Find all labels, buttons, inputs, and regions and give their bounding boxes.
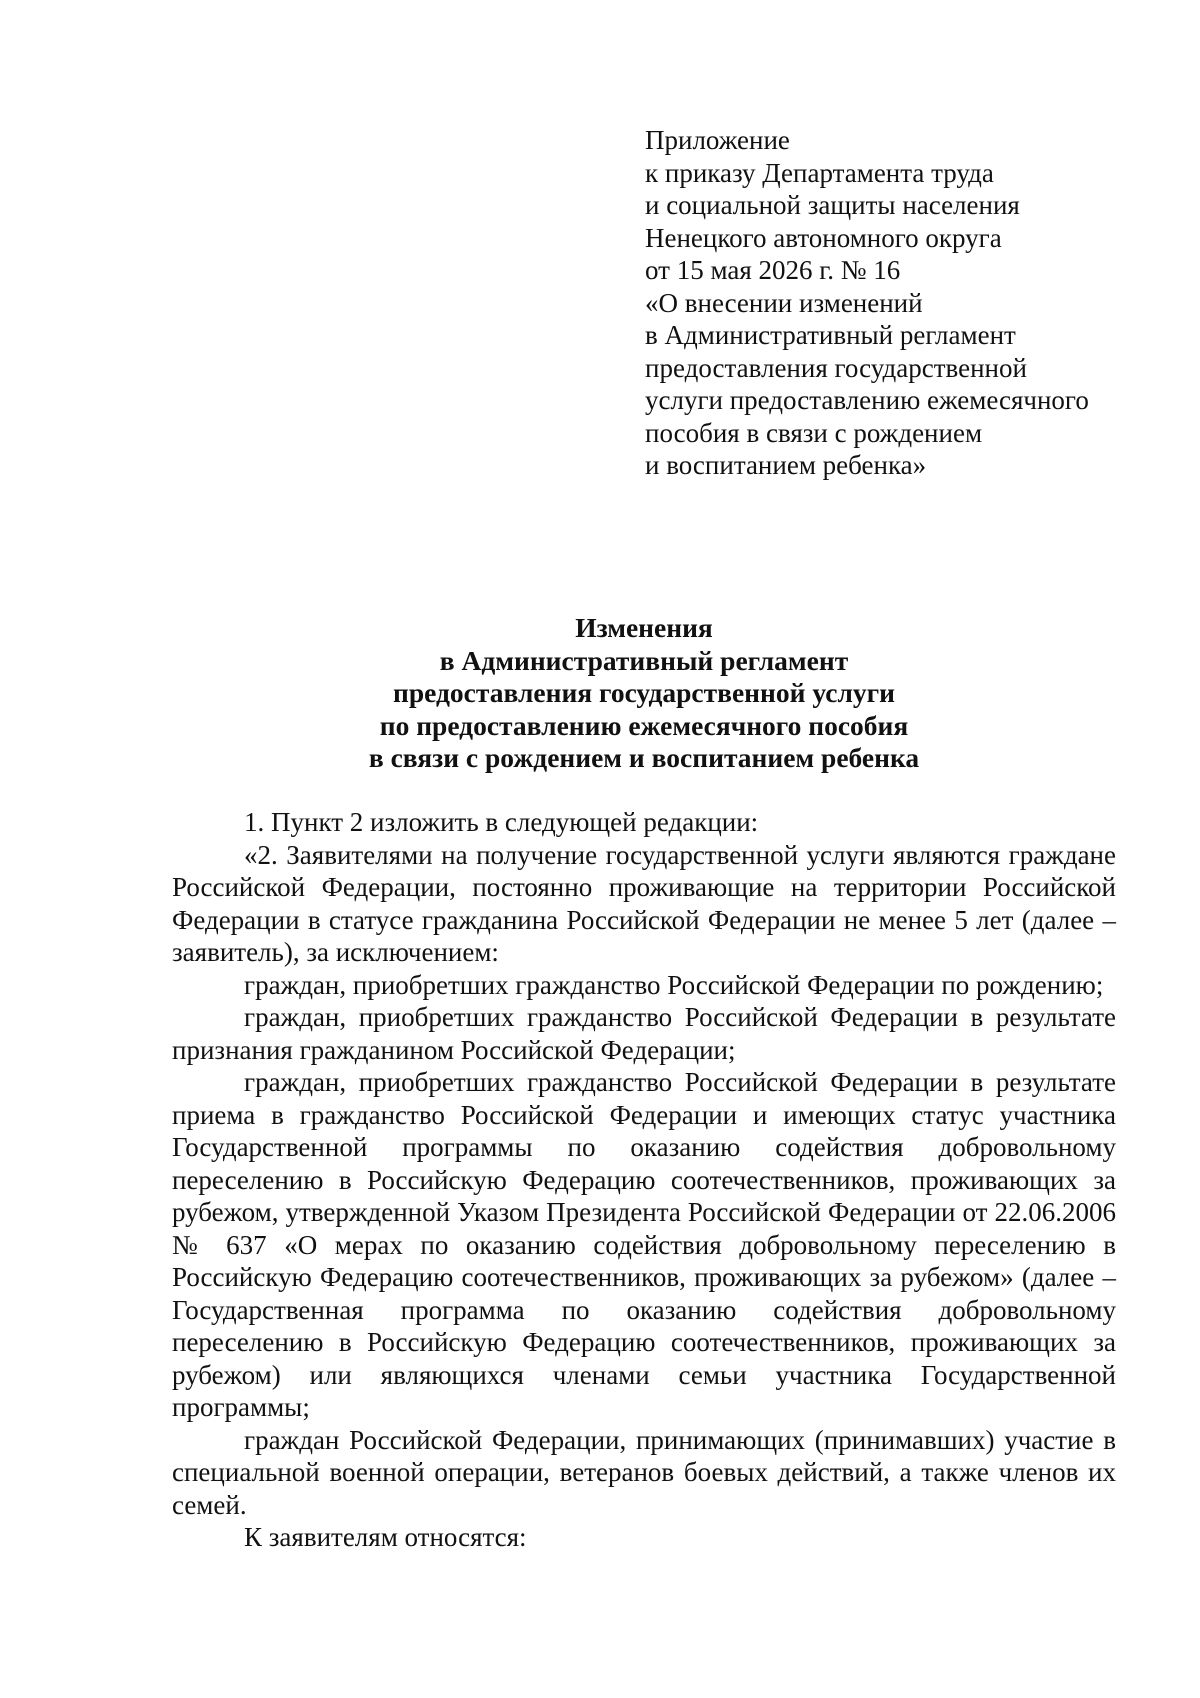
appendix-line: от 15 мая 2026 г. № 16 [645,255,901,285]
appendix-line: Ненецкого автономного округа [645,222,1002,253]
title-line: в связи с рождением и воспитанием ребенка [368,742,920,773]
title-line: по предоставлению ежемесячного пособия [379,709,909,741]
appendix-line: предоставления государственной [645,352,1027,383]
title-line: Изменения [575,612,713,643]
appendix-line: «О внесении изменений [645,287,923,318]
document-body [172,806,1116,1554]
body-paragraph: граждан Российской Федерации, принимающих (принимавших) участие в специальной военной операции, ветеранов боевых действий, а также членов их семей. [172,1424,1116,1520]
appendix-line: пособия в связи с рождением [645,417,983,448]
appendix-line: и воспитанием ребенка» [645,450,927,480]
appendix-line: Приложение [645,125,790,155]
appendix-line: в Административный регламент [645,320,1016,350]
body-paragraph: К заявителям относятся: [244,1522,527,1552]
title-line: в Административный регламент [439,644,849,676]
document-title [172,612,1116,775]
appendix-header [645,124,1165,482]
appendix-line: к приказу Департамента труда [645,157,994,188]
appendix-line: услуги предоставлению ежемесячного [645,385,1089,415]
body-paragraph: граждан, приобретших гражданство Российской Федерации в результате признания гражданином Российской Федерации; [172,1002,1116,1065]
appendix-line: и социальной защиты населения [645,190,1020,220]
body-paragraph: «2. Заявителями на получение государственной услуги являются граждане Российской Федерации, постоянно проживающие на территории Российской Федерации в статусе гражданина Российской Федерации не менее 5 лет (далее – заявитель), за исключением: [172,839,1116,967]
title-line: предоставления государственной услуги [393,677,895,708]
body-paragraph: 1. Пункт 2 изложить в следующей редакции: [244,807,759,837]
body-paragraph: граждан, приобретших гражданство Российской Федерации в результате приема в гражданство Российской Федерации и имеющих статус участника Государственной программы по оказанию содействия добровольному переселению в Российскую Федерацию соотечественников, проживающих за рубежом, утвержденной Указом Президента Российской Федерации от 22.06.2006 № 637 «О мерах по оказанию содействия добровольному переселению в Российскую Федерацию соотечественников, проживающих за рубежом» (далее – Государственная программа по оказанию содействия добровольному переселению в Российскую Федерацию соотечественников, проживающих за рубежом) или являющихся членами семьи участника Государственной программы; [172,1067,1116,1422]
body-paragraph: граждан, приобретших гражданство Российской Федерации по рождению; [244,969,1104,1000]
